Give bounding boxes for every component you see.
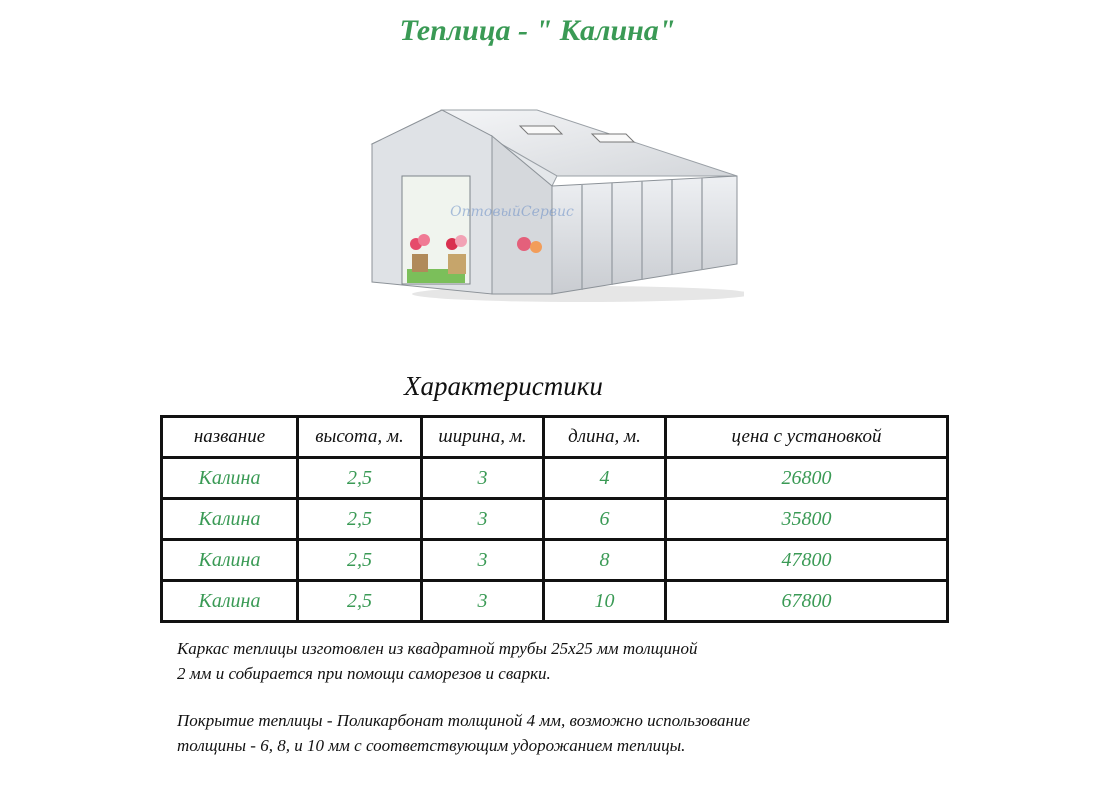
cell-width: 3 bbox=[422, 581, 544, 622]
cell-price: 26800 bbox=[666, 458, 948, 499]
cell-width: 3 bbox=[422, 458, 544, 499]
frame-line-2: 2 мм и собирается при помощи саморезов и сварки. bbox=[177, 664, 551, 683]
cell-price: 47800 bbox=[666, 540, 948, 581]
description-notes bbox=[177, 636, 937, 780]
page-title: Теплица - " Калина" bbox=[399, 14, 676, 47]
specs-heading: Характеристики bbox=[404, 371, 603, 401]
cell-width: 3 bbox=[422, 540, 544, 581]
table-row bbox=[162, 499, 948, 540]
greenhouse-photo bbox=[352, 104, 744, 304]
cell-length: 6 bbox=[544, 499, 666, 540]
cell-height: 2,5 bbox=[298, 458, 422, 499]
cell-height: 2,5 bbox=[298, 540, 422, 581]
header-height: высота, м. bbox=[298, 417, 422, 458]
cell-price: 67800 bbox=[666, 581, 948, 622]
table-row bbox=[162, 581, 948, 622]
cell-width: 3 bbox=[422, 499, 544, 540]
cell-name: Калина bbox=[162, 540, 298, 581]
cell-name: Калина bbox=[162, 458, 298, 499]
table-header-row bbox=[162, 417, 948, 458]
header-width: ширина, м. bbox=[422, 417, 544, 458]
photo-watermark: ОптовыйСервис bbox=[450, 204, 574, 220]
cell-height: 2,5 bbox=[298, 499, 422, 540]
cell-name: Калина bbox=[162, 499, 298, 540]
header-length: длина, м. bbox=[544, 417, 666, 458]
cell-name: Калина bbox=[162, 581, 298, 622]
cell-length: 8 bbox=[544, 540, 666, 581]
cover-line-1: Покрытие теплицы - Поликарбонат толщиной 4 мм, возможно использование bbox=[177, 711, 751, 730]
frame-line-1: Каркас теплицы изготовлен из квадратной трубы 25х25 мм толщиной bbox=[177, 639, 698, 658]
header-name: название bbox=[162, 417, 298, 458]
table-row bbox=[162, 540, 948, 581]
cell-height: 2,5 bbox=[298, 581, 422, 622]
header-price: цена с установкой bbox=[666, 417, 948, 458]
frame-description bbox=[177, 636, 937, 686]
cell-length: 4 bbox=[544, 458, 666, 499]
cell-length: 10 bbox=[544, 581, 666, 622]
specs-table bbox=[160, 415, 949, 623]
table-row bbox=[162, 458, 948, 499]
cell-price: 35800 bbox=[666, 499, 948, 540]
cover-line-2: толщины - 6, 8, и 10 мм с соответствующим удорожанием теплицы. bbox=[177, 736, 686, 755]
cover-description bbox=[177, 708, 937, 758]
